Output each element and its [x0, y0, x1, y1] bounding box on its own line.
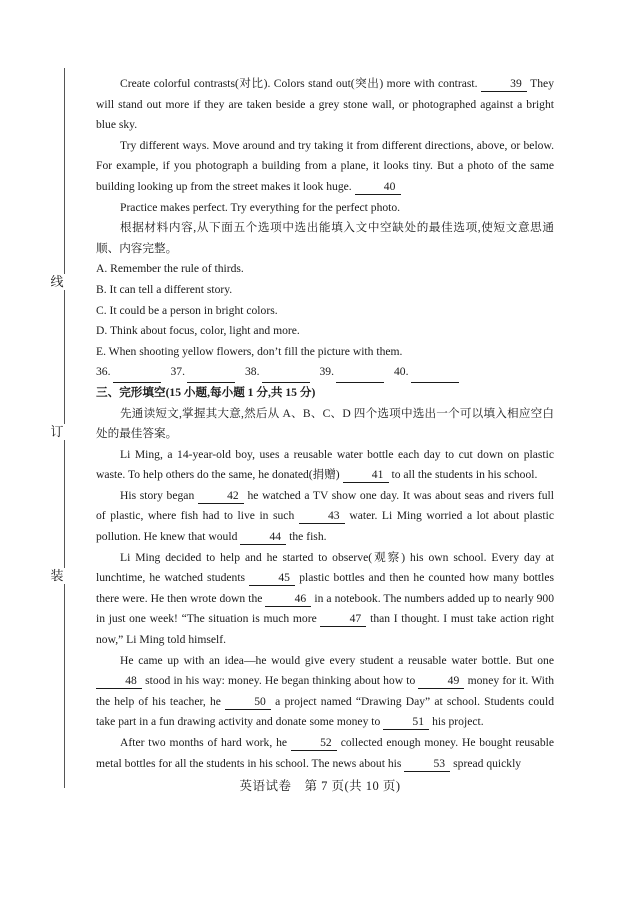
answer-line	[187, 368, 235, 383]
answer-line	[336, 368, 384, 383]
text: he watched a TV show one day. It was about seas and rivers full of plastic, where fish had to live in such	[96, 488, 554, 523]
blank-41: 41	[343, 468, 389, 483]
blank-42: 42	[198, 489, 244, 504]
text: than I thought. I must take action right now,” Li Ming told himself.	[96, 612, 554, 647]
option-e: E. When shooting yellow flowers, don’t fill the picture with them.	[96, 344, 403, 358]
option-d: D. Think about focus, color, light and more.	[96, 324, 300, 338]
paragraph-practice: Practice makes perfect. Try everything for the perfect photo.	[120, 200, 401, 214]
option-a: A. Remember the rule of thirds.	[96, 262, 244, 276]
text: water. Li Ming worried a lot about plastic pollution. He knew that would	[96, 509, 554, 544]
paragraph-ways	[96, 136, 554, 198]
section-3-instruction: 先通读短文,掌握其大意,然后从 A、B、C、D 四个选项中选出一个可以填入相应空白处的最佳答案。	[96, 406, 554, 441]
answer-row	[96, 362, 554, 383]
blank-43: 43	[299, 509, 345, 524]
cloze-paragraph-3	[96, 548, 554, 651]
answer-number: 38.	[245, 365, 260, 379]
paragraph-contrast	[96, 74, 554, 136]
option-b: B. It can tell a different story.	[96, 282, 233, 296]
answer-38[interactable]	[245, 362, 310, 383]
text: Try different ways. Move around and try taking it from different directions, above, or below. For example, if you photograph a building from a plane, it looks tiny. But a photo of the same building looking up from the street makes it look huge.	[96, 138, 554, 193]
text: plastic bottles and then he counted how many bottles there were. He then wrote down the	[96, 571, 554, 605]
answer-number: 40.	[394, 365, 409, 379]
answer-36[interactable]	[96, 362, 161, 383]
option-c: C. It could be a person in bright colors.	[96, 303, 278, 317]
text: collected enough money. He bought reusable metal bottles for all the students in his school. The news about his	[96, 736, 554, 770]
blank-51: 51	[383, 715, 429, 730]
text: his project.	[429, 715, 484, 729]
text: After two months of hard work, he	[120, 736, 291, 749]
text: His story began	[120, 488, 198, 502]
answer-number: 37.	[170, 365, 185, 379]
cloze-paragraph-1	[96, 445, 554, 486]
cloze-paragraph-5	[96, 733, 554, 774]
section-3-title: 三、完形填空(15 小题,每小题 1 分,共 15 分)	[96, 385, 316, 399]
blank-44: 44	[240, 530, 286, 545]
blank-39: 39	[481, 77, 527, 92]
cloze-paragraph-4	[96, 651, 554, 733]
text: spread quickly	[450, 756, 522, 770]
blank-52: 52	[291, 736, 337, 751]
text: Create colorful contrasts(对比). Colors stand out(突出) more with contrast.	[120, 77, 481, 90]
text: They will stand out more if they are taken beside a grey stone wall, or photographed against a bright blue sky.	[96, 77, 554, 132]
binding-mark-xian: 线	[46, 274, 68, 290]
answer-40[interactable]	[394, 362, 459, 383]
cloze-paragraph-2	[96, 486, 554, 548]
binding-mark-zhuang: 装	[46, 568, 68, 584]
blank-48: 48	[96, 674, 142, 689]
text: a project named “Drawing Day” at school. Students could take part in a fun drawing activity and donate some money to	[96, 694, 554, 729]
answer-number: 39.	[319, 365, 334, 379]
blank-49: 49	[418, 674, 464, 689]
text: money for it. With the help of his teacher, he	[96, 674, 555, 708]
binding-mark-ding: 订	[46, 424, 68, 440]
answer-37[interactable]	[171, 362, 236, 383]
answer-number: 36.	[96, 365, 111, 379]
blank-53: 53	[404, 757, 450, 772]
text: the fish.	[286, 530, 327, 544]
blank-47: 47	[320, 612, 366, 627]
blank-40: 40	[355, 180, 401, 195]
text: He came up with an idea—he would give every student a reusable water bottle. But one	[120, 653, 554, 667]
blank-50: 50	[225, 695, 271, 710]
answer-39[interactable]	[320, 362, 385, 383]
text: stood in his way: money. He began thinking about how to	[142, 674, 419, 688]
text: in a notebook. The numbers added up to nearly 900 in just one week! “The situation is much more	[96, 591, 555, 626]
blank-46: 46	[265, 592, 311, 607]
text: to all the students in his school.	[388, 468, 538, 482]
answer-line	[262, 368, 310, 383]
blank-45: 45	[249, 571, 295, 586]
answer-line	[113, 368, 161, 383]
page-footer: 英语试卷 第 7 页(共 10 页)	[239, 779, 401, 793]
instruction-7-choose: 根据材料内容,从下面五个选项中选出能填入文中空缺处的最佳选项,使短文意思通顺、内容完整。	[96, 221, 554, 255]
exam-page	[96, 74, 554, 774]
answer-line	[411, 368, 459, 383]
text: Li Ming, a 14-year-old boy, uses a reusable water bottle each day to cut down on plastic waste. To help others do the same, he donated(捐赠)	[96, 447, 554, 482]
text: Li Ming decided to help and he started to observe(观察) his own school. Every day at lunchtime, he watched students	[96, 550, 554, 585]
